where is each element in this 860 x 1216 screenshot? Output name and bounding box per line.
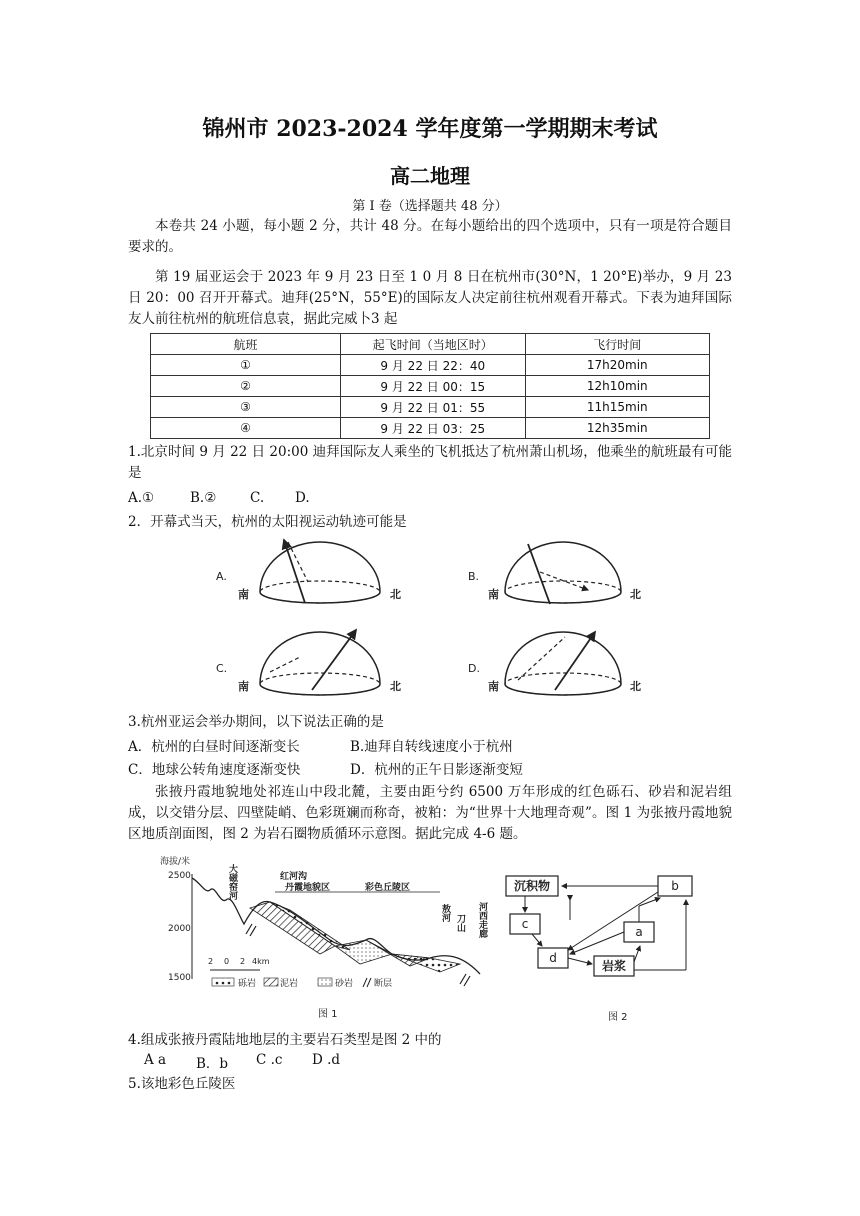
south-label: 南 (238, 680, 249, 693)
table-cell: ④ (151, 418, 341, 439)
q3-option-c: C．地球公转角速度逐渐变快 (128, 762, 301, 778)
table-cell: 12h35min (525, 418, 709, 439)
table-cell: 12h10min (525, 376, 709, 397)
question-4-stem: 4.组成张掖丹霞陆地地层的主要岩石类型是图 2 中的 (128, 1032, 442, 1048)
sun-path-diagram-a (216, 540, 401, 603)
box-a: a (635, 925, 643, 939)
scale-tick: 2 (208, 957, 214, 966)
south-label: 南 (488, 588, 499, 601)
scale-tick: 0 (224, 957, 230, 966)
instructions: 本卷共 24 小题，每小题 2 分，共计 48 分。在每小题给出的四个选项中，只有一项是符合题目要求的。 (128, 218, 732, 255)
q4-option-b: B．b (196, 1056, 229, 1072)
q4-option-d: D .d (312, 1052, 341, 1068)
label-hexi-corridor: 河西走廊 (477, 902, 487, 938)
sun-path-diagrams (200, 532, 660, 712)
question-1-stem: 1.北京时间 9 月 22 日 20:00 迪拜国际友人乘坐的飞机抵达了杭州萧山机场，他乘坐的航班最有可能是 (128, 444, 732, 481)
diagram-letter: C. (216, 662, 228, 675)
label-dao-mountain: 刀山 (455, 914, 465, 932)
table-cell: ② (151, 376, 341, 397)
y-axis-label: 海拔/米 (160, 857, 191, 867)
label-colorful-hills: 彩色丘陵区 (365, 883, 411, 893)
q3-option-b: B.迪拜自转线速度小于杭州 (350, 739, 513, 755)
label-gully: 红河沟 (280, 872, 308, 882)
scale-tick: 2 (240, 957, 246, 966)
table-header: 起飞时间（当地区时） (341, 334, 525, 355)
north-label: 北 (630, 680, 641, 693)
q4-option-a: A a (144, 1052, 167, 1068)
diagram-letter: A. (216, 570, 227, 583)
passage-danxia: 张掖丹霞地貌地处祁连山中段北麓，主要由距兮约 6500 万年形成的红色砾石、砂岩和泥岩组成，以交错分层、四壁陡峭、色彩斑斓而称奇，被粕：为“世界十大地理奇观”。图 1 为张掖丹霞地貌区地质剖面图，图 2 为岩石圈物质循环示意图。据此完成 4-6 题。 (128, 784, 732, 842)
table-row (151, 376, 710, 397)
box-sediment: 沉积物 (513, 879, 551, 893)
passage-asian-games: 第 19 届亚运会于 2023 年 9 月 23 日至 1 0 月 8 日在杭州市(30°N，1 20°E)举办，9 月 23 日 20：00 召开开幕式。迪拜(25°N，55°E)的国际友人决定前往杭州观看开幕式。下表为迪拜国际友人前往杭州的航班信息袁，据此完威卜3 起 (128, 269, 732, 327)
question-5-stem: 5.该地彩色丘陵医 (128, 1076, 236, 1092)
sun-path-diagram-c (216, 630, 401, 695)
table-cell: 11h15min (525, 397, 709, 418)
q1-option-b: B.② (190, 490, 217, 506)
table-cell: 9 月 22 日 01：55 (341, 397, 525, 418)
north-label: 北 (390, 680, 401, 693)
y-tick: 2500 (168, 871, 191, 881)
legend-sandstone: 砂岩 (335, 979, 354, 989)
part-heading: 第 I 卷（选择题共 48 分） (352, 199, 508, 214)
legend-gravel: 砾岩 (238, 979, 257, 989)
flight-table (150, 333, 710, 439)
table-cell: 17h20min (525, 355, 709, 376)
table-header: 飞行时间 (525, 334, 709, 355)
figure-2-rock-cycle (500, 866, 710, 1022)
south-label: 南 (238, 588, 249, 601)
table-header-row (151, 334, 710, 355)
q1-option-a: A.① (128, 490, 155, 506)
scale-tick: 4km (252, 957, 270, 966)
q3-option-a: A．杭州的白昼时间逐渐变长 (128, 739, 300, 755)
subject-title: 高二地理 (390, 164, 470, 188)
table-row (151, 355, 710, 376)
question-3-stem: 3.杭州亚运会举办期间，以下说法正确的是 (128, 714, 384, 730)
figure-1-geologic-section (160, 854, 500, 1024)
y-tick: 1500 (168, 973, 191, 983)
legend-mudstone: 泥岩 (280, 979, 299, 989)
table-row (151, 418, 710, 439)
y-tick: 2000 (168, 924, 191, 934)
sun-path-diagram-d (468, 632, 641, 695)
table-header: 航班 (151, 334, 341, 355)
question-2-stem: 2．开幕式当天，杭州的太阳视运动轨迹可能是 (128, 514, 407, 530)
diagram-letter: D. (468, 662, 480, 675)
figure-1-caption: 图 1 (318, 1009, 338, 1020)
q3-option-d: D．杭州的正午日影逐渐变短 (350, 762, 523, 778)
figure-2-caption: 图 2 (608, 1012, 628, 1022)
label-danxia-area: 丹霞地貌区 (285, 883, 331, 893)
label-ao-river: 敖河 (440, 904, 450, 922)
q4-option-c: C .c (256, 1052, 283, 1068)
sun-path-diagram-b (468, 542, 641, 604)
table-cell: 9 月 22 日 00：15 (341, 376, 525, 397)
table-cell: ③ (151, 397, 341, 418)
table-cell: 9 月 22 日 22：40 (341, 355, 525, 376)
north-label: 北 (390, 588, 401, 601)
diagram-letter: B. (468, 570, 480, 583)
south-label: 南 (488, 680, 499, 693)
q1-option-c: C. (250, 490, 265, 506)
table-cell: 9 月 22 日 03：25 (341, 418, 525, 439)
exam-title: 锦州市 2023-2024 学年度第一学期期末考试 (202, 116, 658, 142)
table-cell: ① (151, 355, 341, 376)
legend-fault: 断层 (374, 979, 393, 989)
label-river-dacyao: 大磁窑河 (227, 864, 237, 900)
q1-option-d: D. (295, 490, 310, 506)
north-label: 北 (630, 588, 641, 601)
box-d: d (549, 951, 557, 965)
box-c: c (521, 917, 529, 931)
box-b: b (671, 879, 679, 893)
box-magma: 岩浆 (601, 959, 627, 973)
table-row (151, 397, 710, 418)
